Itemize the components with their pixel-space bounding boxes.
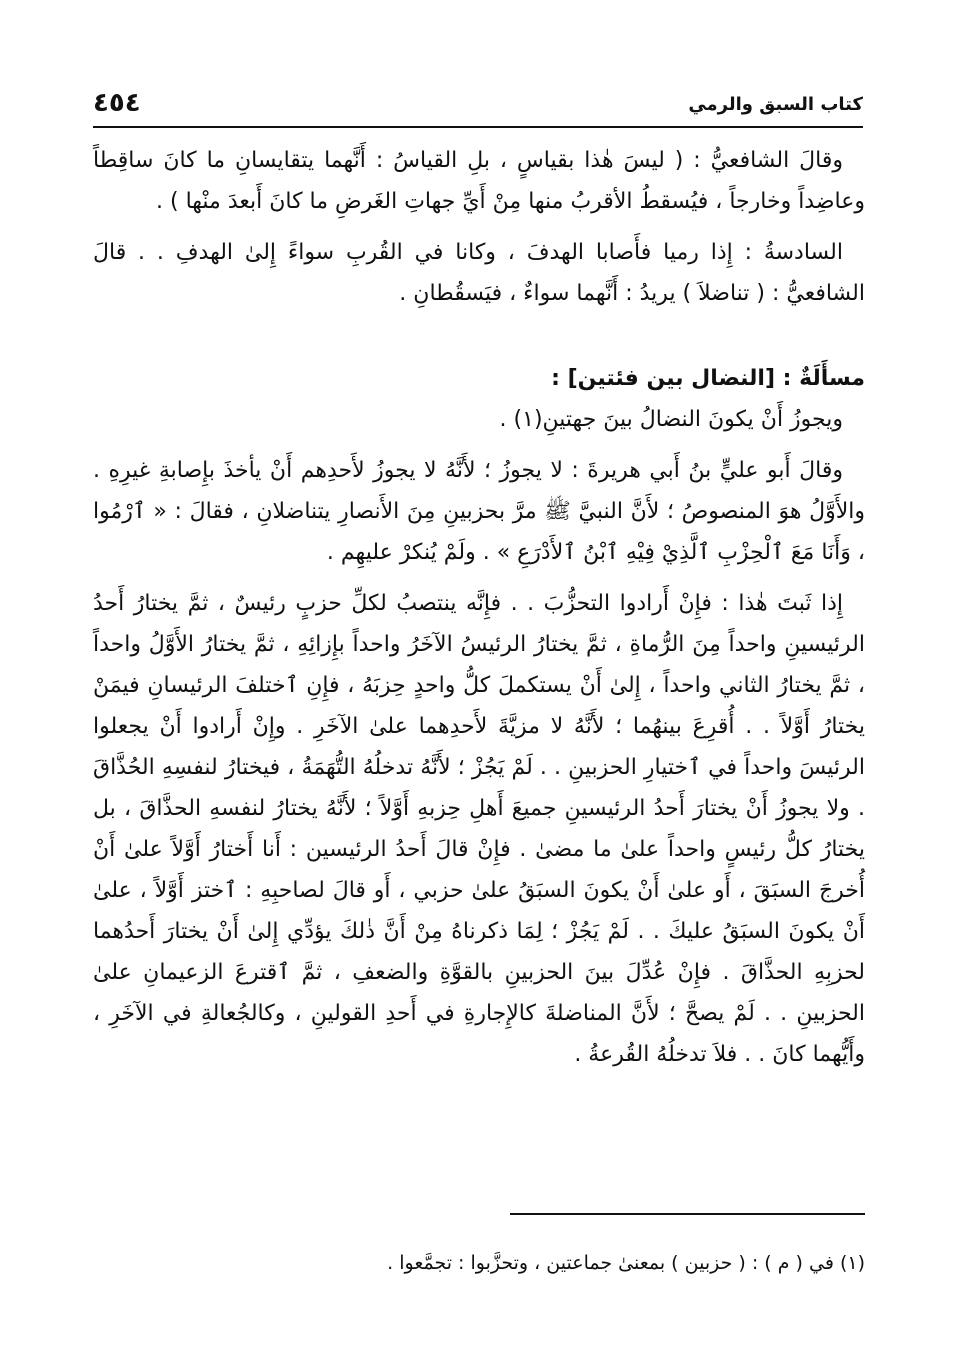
spacer (93, 573, 865, 583)
main-text (93, 140, 865, 1075)
paragraph-shafii-quote: وقالَ الشافعيُّ : ( ليسَ هٰذا بقياسٍ ، بلِ القياسُ : أَنَّهما يتقايسانِ ما كانَ ساقِطاً وعاضِداً وخارجاً ، فيُسقطُ الأقربُ منها مِنْ أَيِّ جهاتِ الغَرضِ ما كانَ أَبعدَ منْها ) . (93, 148, 865, 214)
spacer (93, 440, 865, 450)
spacer (93, 222, 865, 232)
paragraph-two-sides: ويجوزُ أَنْ يكونَ النضالُ بينَ جهتينِ(١) . (499, 407, 843, 432)
header-divider (93, 126, 863, 128)
paragraph-team-selection: إِذا ثَبتَ هٰذا : فإِنْ أَرادوا التحزُّبَ . . فإِنَّه ينتصبُ لكلِّ حزبٍ رئيسٌ ، ثمَّ يختارُ أَحدُ الرئيسينِ واحداً مِنَ الرُّماةِ ، ثمَّ يختارُ الرئيسُ الآخَرُ واحداً بإِزائِهِ ، ثمَّ يختارُ الأَوَّلُ واحداً ، ثمَّ يختارُ الثاني واحداً ، إِلىٰ أَنْ يستكملَ كلُّ واحدٍ حِزبَهُ ، فإِنِ ٱختلفَ الرئيسانِ فيمَنْ يختارُ أَوَّلاً . . أُقرِعَ بينهُما ؛ لأَنَّهُ لا مزيَّةَ لأَحدِهما علىٰ الآخَرِ . وإِنْ أَرادوا أَنْ يجعلوا الرئيسَ واحداً في ٱختيارِ الحزبينِ . . لَمْ يَجُزْ ؛ لأَنَّهُ تدخلُهُ التُّهَمَةُ ، فيختارُ لنفسِهِ الحُذَّاقَ . ولا يجوزُ أَنْ يختارَ أَحدُ الرئيسينِ جميعَ أَهلِ حِزبهِ أَوَّلاً ؛ لأَنَّهُ يختارُ لنفسهِ الحذَّاقَ ، بل يختارُ كلُّ رئيسٍ واحداً علىٰ ما مضىٰ . فإِنْ قالَ أَحدُ الرئيسين : أَنا أَختارُ أَوَّلاً علىٰ أَنْ أُخرجَ السبَقَ ، أَو علىٰ أَنْ يكونَ السبَقُ علىٰ حزبي ، أَو قالَ لصاحبِهِ : ٱختز أَوَّلاً ، علىٰ أَنْ يكونَ السبَقُ عليكَ . . لَمْ يَجُزْ ؛ لِمَا ذكرناهُ مِنْ أَنَّ ذٰلكَ يؤدِّي إِلىٰ أَنْ يختارَ أَحدُهما لحزبِهِ الحذَّاقَ . فإِنْ عُدِّلَ بينَ الحزبينِ بالقوَّةِ والضعفِ ، ثمَّ ٱقترعَ الزعيمانِ علىٰ الحزبينِ . . لَمْ يصحَّ ؛ لأَنَّ المناضلةَ كالإِجارةِ في أَحدِ القولينِ ، وكالجُعالةِ في الآخَرِ ، وأَيُّهما كانَ . . فلاَ تدخلُهُ القُرعةُ . (93, 591, 865, 1067)
page-number: ٤٥٤ (93, 88, 141, 118)
paragraph-abu-ali: وقالَ أَبو عليٍّ بنُ أَبي هريرةَ : لا يجوزُ ؛ لأَنَّهُ لا يجوزُ لأَحدِهم أَنْ يأخذَ بإِصابةِ غيرِهِ . والأَوَّلُ هوَ المنصوصُ ؛ لأَنَّ النبيَّ ﷺ مرَّ بحزبينِ مِنَ الأَنصارِ يتناضلانِ ، فقالَ : « ٱرْمُوا ، وَأَنَا مَعَ ٱلْحِزْبِ ٱلَّذِيْ فِيْهِ ٱبْنُ ٱلأَدْرَعِ » . ولَمْ يُنكرْ عليهِم . (93, 458, 865, 565)
spacer (93, 314, 865, 358)
page-header (93, 88, 863, 124)
running-title: كتاب السبق والرمي (688, 94, 863, 115)
footnote-divider (510, 1213, 865, 1215)
footnote: (١) في ( م ) : ( حزبين ) بمعنىٰ جماعتين ، وتحزَّبوا : تجمَّعوا . (387, 1252, 865, 1274)
paragraph-sixth-case: السادسةُ : إِذا رميا فأَصابا الهدفَ ، وكانا في القُربِ سواءً إِلىٰ الهدفِ . . قالَ الشافعيُّ : ( تناضلاَ ) يريدُ : أَنَّهما سواءٌ ، فيَسقُطانِ . (93, 240, 865, 306)
section-heading: مسأَلَةٌ : [النضال بين فئتين] : (551, 366, 865, 391)
